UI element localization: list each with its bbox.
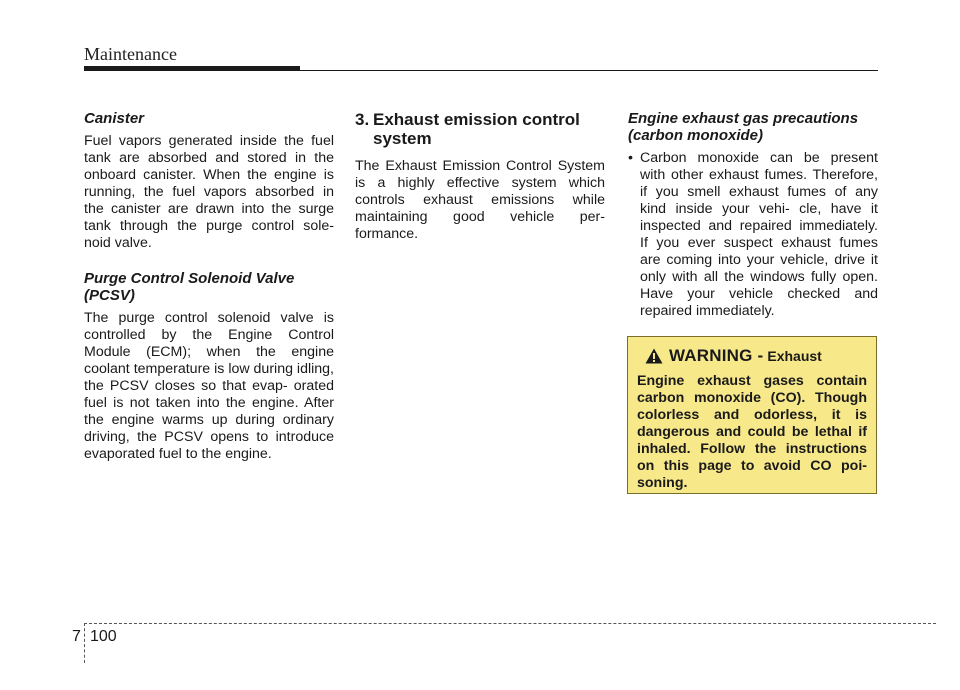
exhaust-heading-line1: Exhaust emission control: [373, 110, 580, 129]
exhaust-text: The Exhaust Emission Control System is a highly effective system which controls exhaust emissions while maintaining good vehicle per- formance.: [355, 158, 605, 242]
warning-box: [627, 336, 877, 494]
list-item: • Carbon monoxide can be present with other exhaust fumes. Therefore, if you smell exhaust fumes of any kind inside your vehi- cle, have it inspected and repaired immediately. If you ever suspect exhaust fumes are coming into your vehicle, drive it only with all the windows fully open. Have your vehicle checked and repaired immediately.: [628, 150, 878, 320]
warning-header: [637, 345, 867, 367]
section-title: Maintenance: [84, 44, 177, 64]
warning-title: WARNING -: [669, 346, 764, 365]
header-rule-thin: [300, 70, 878, 71]
exhaust-precautions-title: [628, 110, 878, 144]
right-column: [628, 110, 878, 320]
footer-rule: [84, 623, 936, 624]
exhaust-heading: [355, 110, 605, 148]
footer-vertical-rule: [84, 623, 85, 663]
pcsv-title-line2: (PCSV): [84, 287, 135, 304]
exhaust-heading-line2: system: [373, 129, 432, 148]
header-rule-thick: [84, 66, 300, 71]
warning-triangle-icon: [645, 348, 663, 364]
exhaust-heading-number: 3.: [355, 110, 370, 129]
precautions-list: [628, 150, 878, 320]
canister-text: Fuel vapors generated inside the fuel tank are absorbed and stored in the onboard canister. When the engine is running, the fuel vapors absorbed in the canister are drawn into the surge tank through the purge control sole- noid valve.: [84, 133, 334, 251]
pcsv-title-line1: Purge Control Solenoid Valve: [84, 270, 295, 287]
exhaust-precautions-title-line1: Engine exhaust gas precautions: [628, 110, 859, 127]
page-number: 100: [90, 628, 117, 645]
warning-text: Engine exhaust gases contain carbon monoxide (CO). Though colorless and odorless, it is dangerous and could be lethal if inhaled. Follow the instructions on this page to avoid CO poi- soning.: [637, 373, 867, 491]
canister-title: Canister: [84, 110, 145, 127]
pcsv-title: [84, 270, 334, 304]
exhaust-precautions-title-line2: (carbon monoxide): [628, 127, 764, 144]
chapter-number: 7: [72, 628, 81, 645]
left-column: [84, 110, 334, 463]
pcsv-text: The purge control solenoid valve is controlled by the Engine Control Module (ECM); when the engine coolant temperature is low during idling, the PCSV closes so that evap- orated fuel is not taken into the engine. After the engine warms up during ordinary driving, the PCSV opens to introduce evaporated fuel to the engine.: [84, 310, 334, 462]
warning-subtitle: Exhaust: [767, 348, 822, 364]
middle-column: [355, 110, 605, 243]
